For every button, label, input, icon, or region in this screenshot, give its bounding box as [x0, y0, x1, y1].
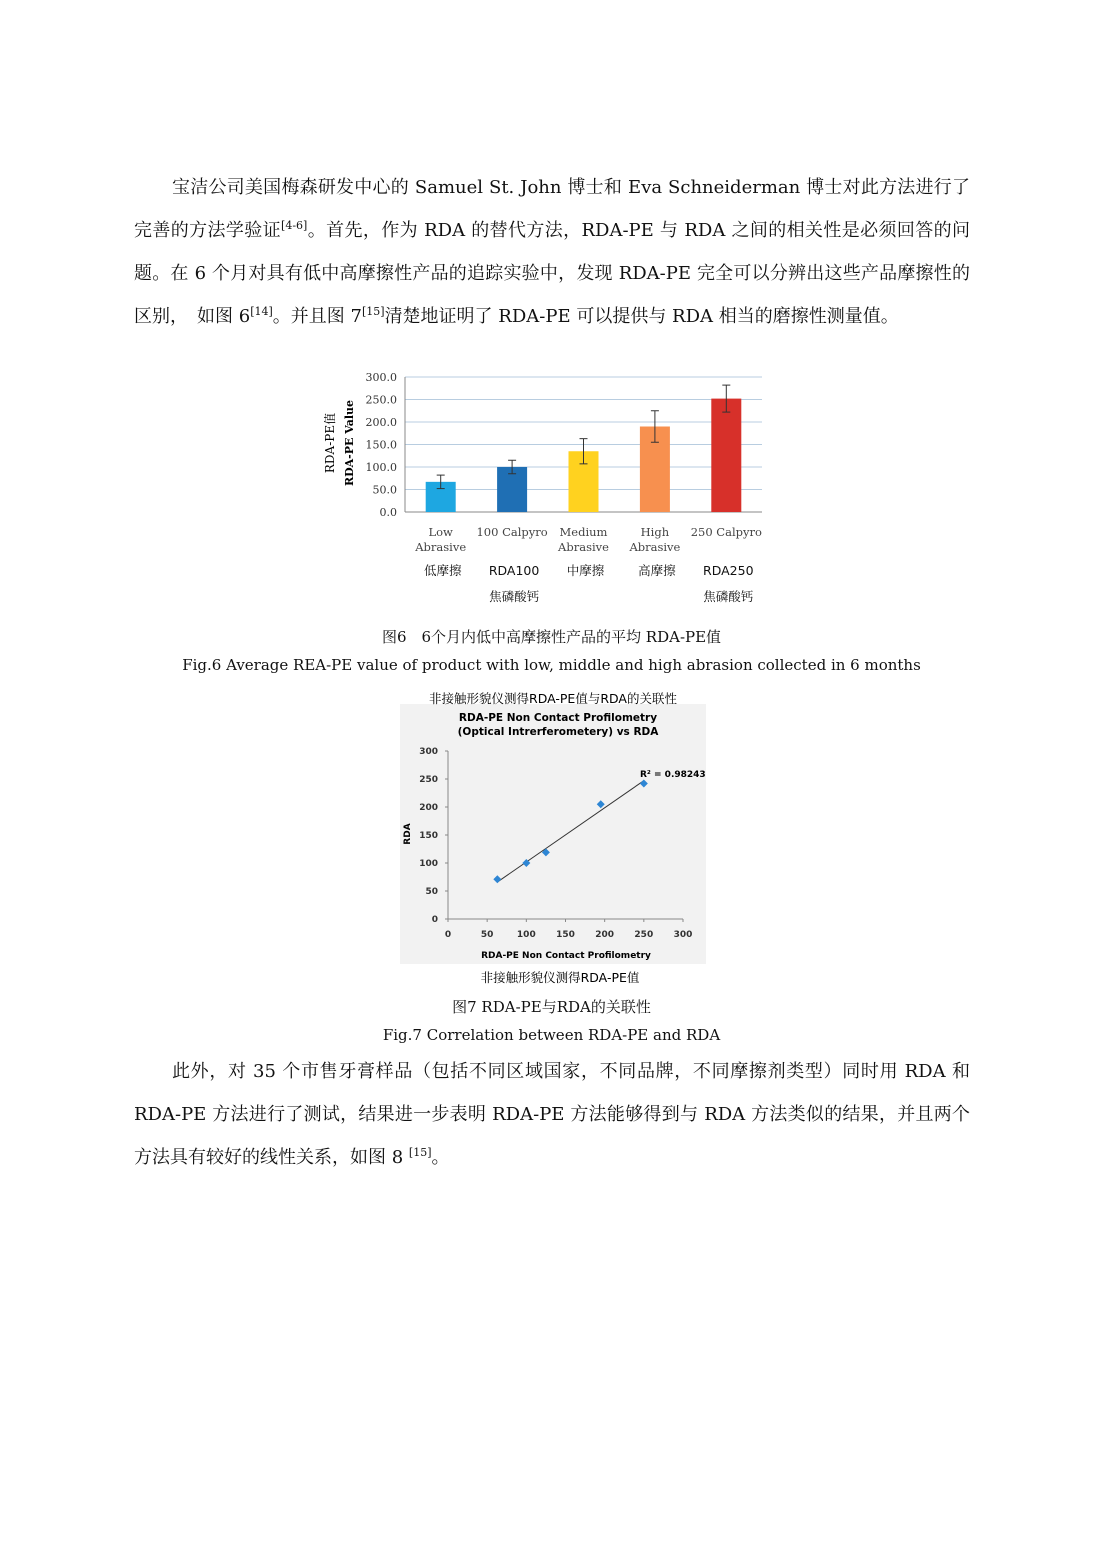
x-tick-label: High [640, 525, 670, 539]
bar [711, 399, 741, 512]
y-tick-label: 150 [419, 831, 438, 841]
x-tick-label: Low [428, 525, 453, 539]
x-tick-label-cn: RDA100 [488, 563, 540, 578]
para1-text-3: 。并且图 7 [272, 306, 362, 327]
chart-title-line1: RDA-PE Non Contact Profilometry [458, 712, 658, 724]
y-tick-label: 50 [425, 887, 438, 897]
x-axis-label-cn: 非接触形貌仪测得RDA-PE值 [480, 970, 640, 985]
para1-text-1: 宝洁公司美国梅森研发中心的 Samuel St. John 博士和 Eva Schneiderman 博士对此方法进行了完善的方法学验证 [134, 177, 970, 241]
x-tick-labels [414, 525, 762, 604]
reference-15-b: [15] [408, 1146, 432, 1159]
y-tick-label: 0.0 [379, 506, 397, 519]
y-axis-label: RDA-PE Value [343, 399, 356, 487]
paragraph-1 [134, 166, 970, 338]
x-axis-label: RDA-PE Non Contact Profilometry [481, 951, 651, 961]
y-tick-label: 300.0 [365, 371, 397, 384]
x-tick-label: 250 [634, 930, 654, 940]
figure-7-caption-cn: 图7 RDA-PE与RDA的关联性 [452, 998, 651, 1016]
y-tick-label: 300 [419, 747, 438, 757]
y-tick-label: 250 [419, 775, 438, 785]
x-tick-label-line2: Abrasive [558, 540, 609, 554]
x-tick-label: 250 Calpyro [690, 525, 762, 539]
x-tick-label-line2: Abrasive [629, 540, 681, 554]
x-tick-label-cn-line2: 焦磷酸钙 [489, 589, 540, 604]
y-tick-labels [366, 371, 398, 519]
chart-background [400, 704, 706, 964]
x-tick-label: Medium [559, 525, 608, 539]
figure-7-scatter-chart [400, 692, 706, 986]
para1-text-4: 清楚地证明了 RDA-PE 可以提供与 RDA 相当的磨擦性测量值。 [384, 306, 899, 327]
chart-title-cn: 非接触形貌仪测得RDA-PE值与RDA的关联性 [429, 692, 677, 706]
figure-6-caption-cn: 图6 6个月内低中高摩擦性产品的平均 RDA-PE值 [381, 628, 722, 646]
x-tick-label: 300 [673, 930, 693, 940]
r-squared-label: R² = 0.98243 [640, 770, 706, 780]
y-tick-label: 200.0 [365, 416, 397, 429]
paragraph-2 [134, 1050, 970, 1179]
x-tick-label: 200 [595, 930, 615, 940]
y-tick-label: 200 [419, 803, 438, 813]
reference-14: [14] [250, 305, 273, 318]
y-tick-label: 0 [431, 915, 438, 925]
y-tick-label: 100.0 [365, 461, 397, 474]
y-tick-label: 50.0 [372, 483, 397, 497]
reference-4-6: [4-6] [281, 219, 308, 232]
x-tick-label-line2: Abrasive [415, 540, 467, 554]
y-axis-label-cn: RDA-PE值 [323, 412, 337, 474]
x-tick-label: 0 [444, 930, 452, 940]
figure-6-bar-chart [315, 363, 775, 613]
x-tick-label-cn: RDA250 [703, 563, 754, 578]
y-tick-label: 150.0 [365, 438, 397, 452]
chart-title-line2: (Optical Intrerferometery) vs RDA [457, 726, 659, 738]
y-tick-label: 250.0 [365, 393, 397, 407]
x-tick-label-cn-line2: 焦磷酸钙 [703, 589, 754, 604]
para2-text-1: 此外，对 35 个市售牙膏样品（包括不同区域国家，不同品牌，不同摩擦剂类型）同时用 RDA 和 RDA-PE 方法进行了测试，结果进一步表明 RDA-PE 方法能够得到与 RDA 方法类似的结果，并且两个方法具有较好的线性关系，如图 8 [134, 1061, 970, 1168]
y-axis-label: RDA [403, 823, 413, 845]
x-tick-label-cn: 中摩擦 [566, 563, 605, 578]
reference-15: [15] [361, 305, 385, 318]
x-tick-label-cn: 低摩擦 [423, 563, 462, 578]
y-tick-label: 100 [419, 859, 438, 869]
figure-6-caption-en: Fig.6 Average REA-PE value of product with low, middle and high abrasion collected in 6 months [182, 656, 921, 674]
x-tick-label-cn: 高摩擦 [638, 563, 676, 578]
para2-text-2: 。 [431, 1147, 450, 1168]
x-tick-label: 150 [556, 930, 575, 940]
figure-7-caption-en: Fig.7 Correlation between RDA-PE and RDA [382, 1026, 721, 1044]
x-tick-label: 50 [480, 930, 494, 940]
x-tick-label: 100 Calpyro [476, 525, 548, 539]
para1-text-2: 。首先，作为 RDA 的替代方法，RDA-PE 与 RDA 之间的相关性是必须回答的问题。在 6 个月对具有低中高摩擦性产品的追踪实验中，发现 RDA-PE 完全可以分辨出这些产品摩擦性的区别， 如图 6 [134, 220, 971, 327]
x-tick-label: 100 [516, 930, 536, 940]
